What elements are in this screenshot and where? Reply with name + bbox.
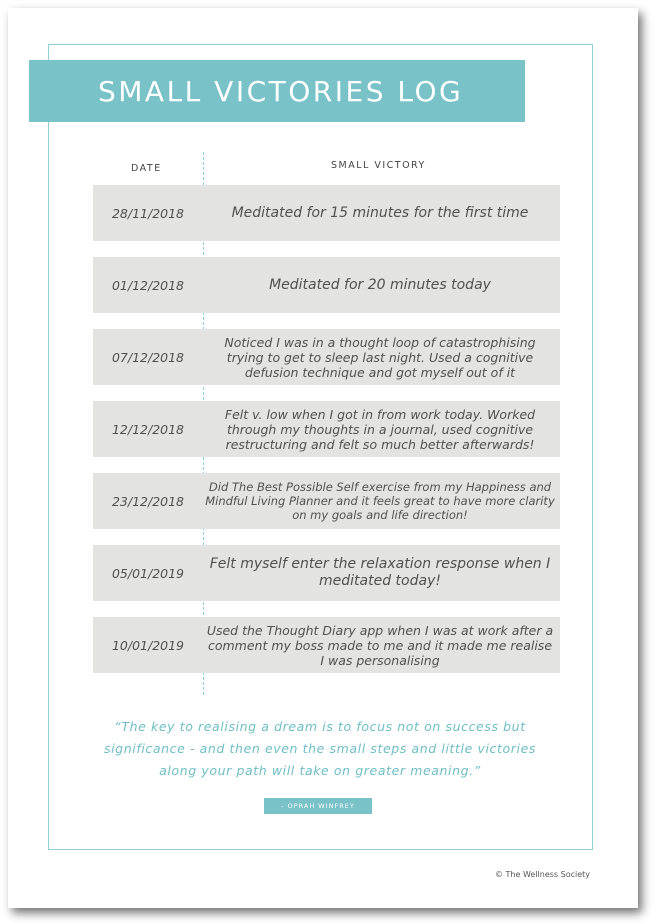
row-date: 10/01/2019	[111, 637, 185, 653]
row-date: 23/12/2018	[111, 493, 185, 509]
row-date: 12/12/2018	[111, 421, 185, 437]
row-victory: Did The Best Possible Self exercise from my Happiness and Mindful Living Planner and it feels great to have more clarity on my goals and life direction!	[205, 480, 555, 522]
row-date: 05/01/2019	[111, 565, 185, 581]
page-title: SMALL VICTORIES LOG	[98, 74, 464, 108]
row-victory: Meditated for 15 minutes for the first time	[231, 204, 529, 221]
row-victory: Felt myself enter the relaxation response when I meditated today!	[209, 556, 551, 589]
row-victory: Felt v. low when I got in from work today. Worked through my thoughts in a journal, used cognitive restructuring and felt so much better afterwards!	[224, 406, 536, 452]
row-date: 01/12/2018	[111, 277, 185, 293]
row-date: 07/12/2018	[111, 349, 185, 365]
log-row	[93, 185, 560, 241]
log-row	[93, 545, 560, 601]
log-row	[93, 617, 560, 673]
row-victory: Meditated for 20 minutes today	[269, 276, 491, 293]
row-victory: Noticed I was in a thought loop of catastrophising trying to get to sleep last night. Used a cognitive defusion technique and got myself out of it	[224, 334, 536, 380]
victory-column-header: SMALL VICTORY	[331, 160, 426, 171]
copyright-notice: © The Wellness Society	[495, 870, 591, 879]
row-victory: Used the Thought Diary app when I was at work after a comment my boss made to me and it made me realise I was personalising	[206, 622, 554, 668]
quote-author-badge	[264, 798, 372, 814]
log-row	[93, 473, 560, 529]
log-row	[93, 329, 560, 385]
row-date: 28/11/2018	[111, 205, 185, 221]
quote-text: “The key to realising a dream is to focus not on success but significance - and then even the small steps and little victories along your path will take on greater meaning.”	[104, 719, 536, 778]
quote-author: - OPRAH WINFREY	[281, 802, 355, 810]
log-row	[93, 401, 560, 457]
title-banner	[29, 60, 525, 122]
log-row	[93, 257, 560, 313]
date-column-header: DATE	[131, 163, 162, 174]
